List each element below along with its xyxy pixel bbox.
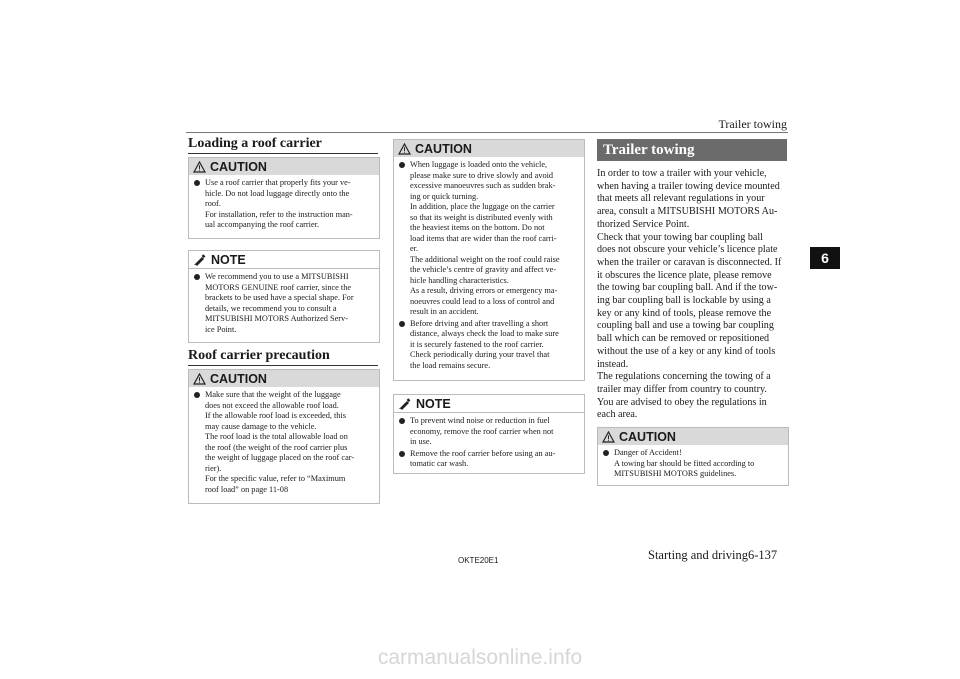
warning-triangle-icon (602, 431, 615, 443)
bullet-icon (194, 392, 200, 398)
note-box-loading (188, 250, 380, 343)
caution-text: Before driving and after travelling a short distance, always check the load to make sure it is securely fastened to the roof carrier. Check periodically during your travel that the load remains secure. (410, 318, 559, 370)
list-item (194, 272, 374, 335)
caution-header (598, 428, 788, 445)
note-header (394, 395, 584, 413)
note-header (189, 251, 379, 269)
caution-box-loading (188, 157, 380, 239)
warning-triangle-icon (193, 373, 206, 385)
note-text: To prevent wind noise or reduction in fuel economy, remove the roof carrier when not in use. (410, 416, 554, 446)
trailer-towing-body: In order to tow a trailer with your vehicle, when having a trailer towing device mounted that meets all relevant regulations in your area, consult a MITSUBISHI MOTORS Au- thorized Service Point. Check that your towing bar coupling ball does not obscure your vehicle’s licence plate when the trailer or caravan is disconnected. If it obscures the licence plate, please remove the towing bar coupling ball. And if the tow- ing bar coupling ball is lockable by using a key or any kind of tools, please remove the coupling ball and use a towing bar coupling ball which can be removed or repositioned without the use of a key or any kind of tools instead. The regulations concerning the towing of a trailer may differ from country to country. You are advised to obey the regulations in each area. (597, 168, 782, 421)
note-label: NOTE (211, 252, 246, 267)
list-item (194, 178, 374, 231)
bullet-icon (399, 321, 405, 327)
chapter-tab: 6 (810, 247, 840, 269)
caution-label: CAUTION (619, 429, 676, 444)
list-item (194, 390, 374, 495)
caution-text: When luggage is loaded onto the vehicle, please make sure to drive slowly and avoid excessive manoeuvres such as sudden brak- ing or quick turning. In addition, place the luggage on the carrier so that its weight is distributed evenly with the heaviest items on the bottom. Do not load items that are wider than the roof carri- er. The additional weight on the roof could raise the vehicle’s centre of gravity and affect ve- hicle handling characteristics. As a result, driving errors or emergency ma- noeuvres could lead to a loss of control and result in an accident. (410, 160, 560, 316)
note-text: We recommend you to use a MITSUBISHI MOTORS GENUINE roof carrier, since the brackets to be used have a special shape. For details, we recommend you to consult a MITSUBISHI MOTORS Authorized Serv- ice Point. (205, 272, 354, 334)
document-code: OKTE20E1 (458, 556, 499, 565)
caution-box-accident (597, 427, 789, 486)
caution-text: Make sure that the weight of the luggage does not exceed the allowable roof load. If the allowable roof load is exceeded, this may cause damage to the vehicle. The roof load is the total allowable load on the roof (the weight of the roof carrier plus the weight of luggage placed on the roof car- rier). For the specific value, refer to “Maximum roof load” on page 11-08 (205, 390, 355, 494)
caution-label: CAUTION (210, 159, 267, 174)
footer-section-title: Starting and driving (648, 548, 748, 562)
caution-label: CAUTION (415, 141, 472, 156)
caution-text: Danger of Accident! A towing bar should be fitted according to MITSUBISHI MOTORS guidelines. (614, 448, 755, 478)
bullet-icon (194, 180, 200, 186)
note-text: Remove the roof carrier before using an au- tomatic car wash. (410, 448, 556, 468)
note-box-wind-noise (393, 394, 585, 474)
bullet-icon (399, 451, 405, 457)
bullet-icon (399, 162, 405, 168)
bullet-icon (603, 450, 609, 456)
warning-triangle-icon (193, 161, 206, 173)
note-pen-icon (398, 398, 412, 410)
note-label: NOTE (416, 396, 451, 411)
list-item (603, 448, 783, 480)
list-item (399, 449, 579, 470)
section-heading-loading-roof-carrier: Loading a roof carrier (188, 136, 378, 154)
bullet-icon (194, 274, 200, 280)
list-item (399, 160, 579, 318)
list-item (399, 319, 579, 372)
page-number: 6-137 (748, 548, 778, 562)
section-banner-trailer-towing: Trailer towing (597, 139, 787, 161)
caution-header (189, 370, 379, 387)
watermark: carmanualsonline.info (377, 646, 583, 669)
section-heading-roof-carrier-precaution: Roof carrier precaution (188, 348, 378, 366)
caution-header (189, 158, 379, 175)
header-rule (186, 132, 788, 133)
note-pen-icon (193, 254, 207, 266)
caution-box-precaution (188, 369, 380, 504)
list-item (399, 416, 579, 448)
caution-label: CAUTION (210, 371, 267, 386)
caution-header (394, 140, 584, 157)
warning-triangle-icon (398, 143, 411, 155)
caution-text: Use a roof carrier that properly fits your ve- hicle. Do not load luggage directly onto the roof. For installation, refer to the instruction man- ual accompanying the roof carrier. (205, 178, 353, 229)
bullet-icon (399, 418, 405, 424)
running-header-title: Trailer towing (718, 117, 787, 131)
caution-box-luggage (393, 139, 585, 381)
